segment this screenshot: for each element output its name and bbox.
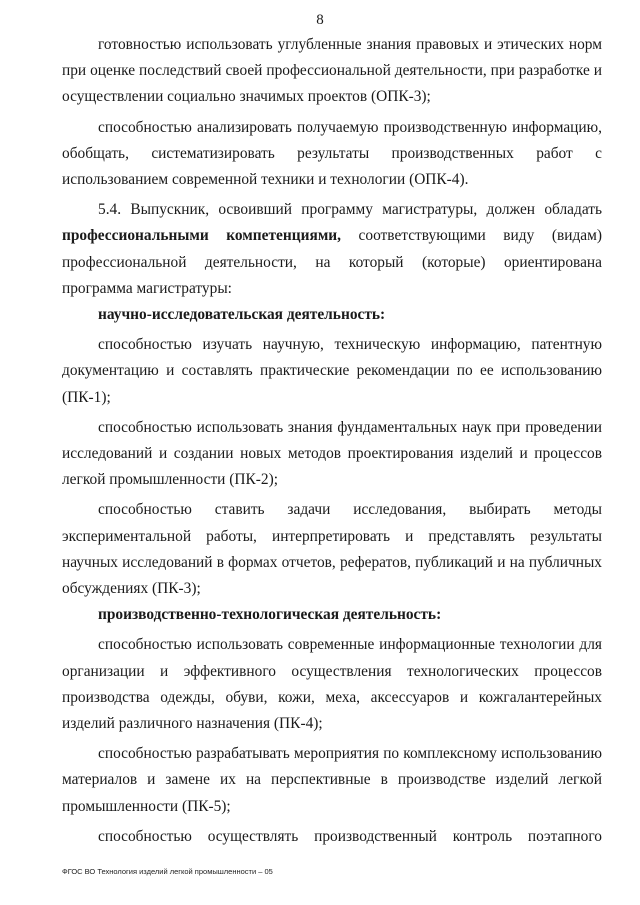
paragraph-opk4: способностью анализировать получаемую производственную информацию, обобщать, систематизировать результаты производственных работ с использованием современной техники и технологии (ОПК-4). [62,118,602,189]
paragraph-pk3: способностью ставить задачи исследования, выбирать методы экспериментальной работы, интерпретировать и представлять результаты научных исследований в формах отчетов, рефератов, публикаций и на публичных обсуждениях (ПК-3); [62,501,602,598]
page-number: 8 [316,12,324,28]
section-heading-production: производственно-технологическая деятельность: [98,606,442,624]
paragraph-5-4-start: 5.4. Выпускник, освоивший программу магистратуры, должен обладать [98,201,602,219]
page-footer: ФГОС ВО Технология изделий легкой промышленности – 05 [62,867,273,876]
paragraph-5-4 [62,197,602,302]
section-heading-research: научно-исследовательская деятельность: [98,306,386,324]
paragraph-pk5: способностью разрабатывать мероприятия по комплексному использованию материалов и замене их на перспективные в производстве изделий легкой промышленности (ПК-5); [62,745,602,815]
paragraph-pk1: способностью изучать научную, техническую информацию, патентную документацию и составлять практические рекомендации по ее использованию (ПК-1); [62,336,602,406]
paragraph-pk4: способностью использовать современные информационные технологии для организации и эффективного осуществления технологических процессов производства одежды, обуви, кожи, меха, аксессуаров и кожгалантерейных изделий различного назначения (ПК-4); [62,636,602,733]
paragraph-opk3: готовностью использовать углубленные знания правовых и этических норм при оценке последствий своей профессиональной деятельности, при разработке и осуществлении социально значимых проектов (ОПК-3); [62,36,602,106]
document-body [62,32,602,850]
paragraph-5-4-end: соответствующими виду (видам) профессиональной деятельности, на который (которые) ориентирована программа магистратуры: [62,227,602,297]
paragraph-pk6-start: способностью осуществлять производственный контроль поэтапного [98,827,602,845]
paragraph-5-4-bold-term: профессиональными компетенциями, [62,227,342,245]
paragraph-pk2: способностью использовать знания фундаментальных наук при проведении исследований и создании новых методов проектирования изделий и процессов легкой промышленности (ПК-2); [62,418,602,489]
